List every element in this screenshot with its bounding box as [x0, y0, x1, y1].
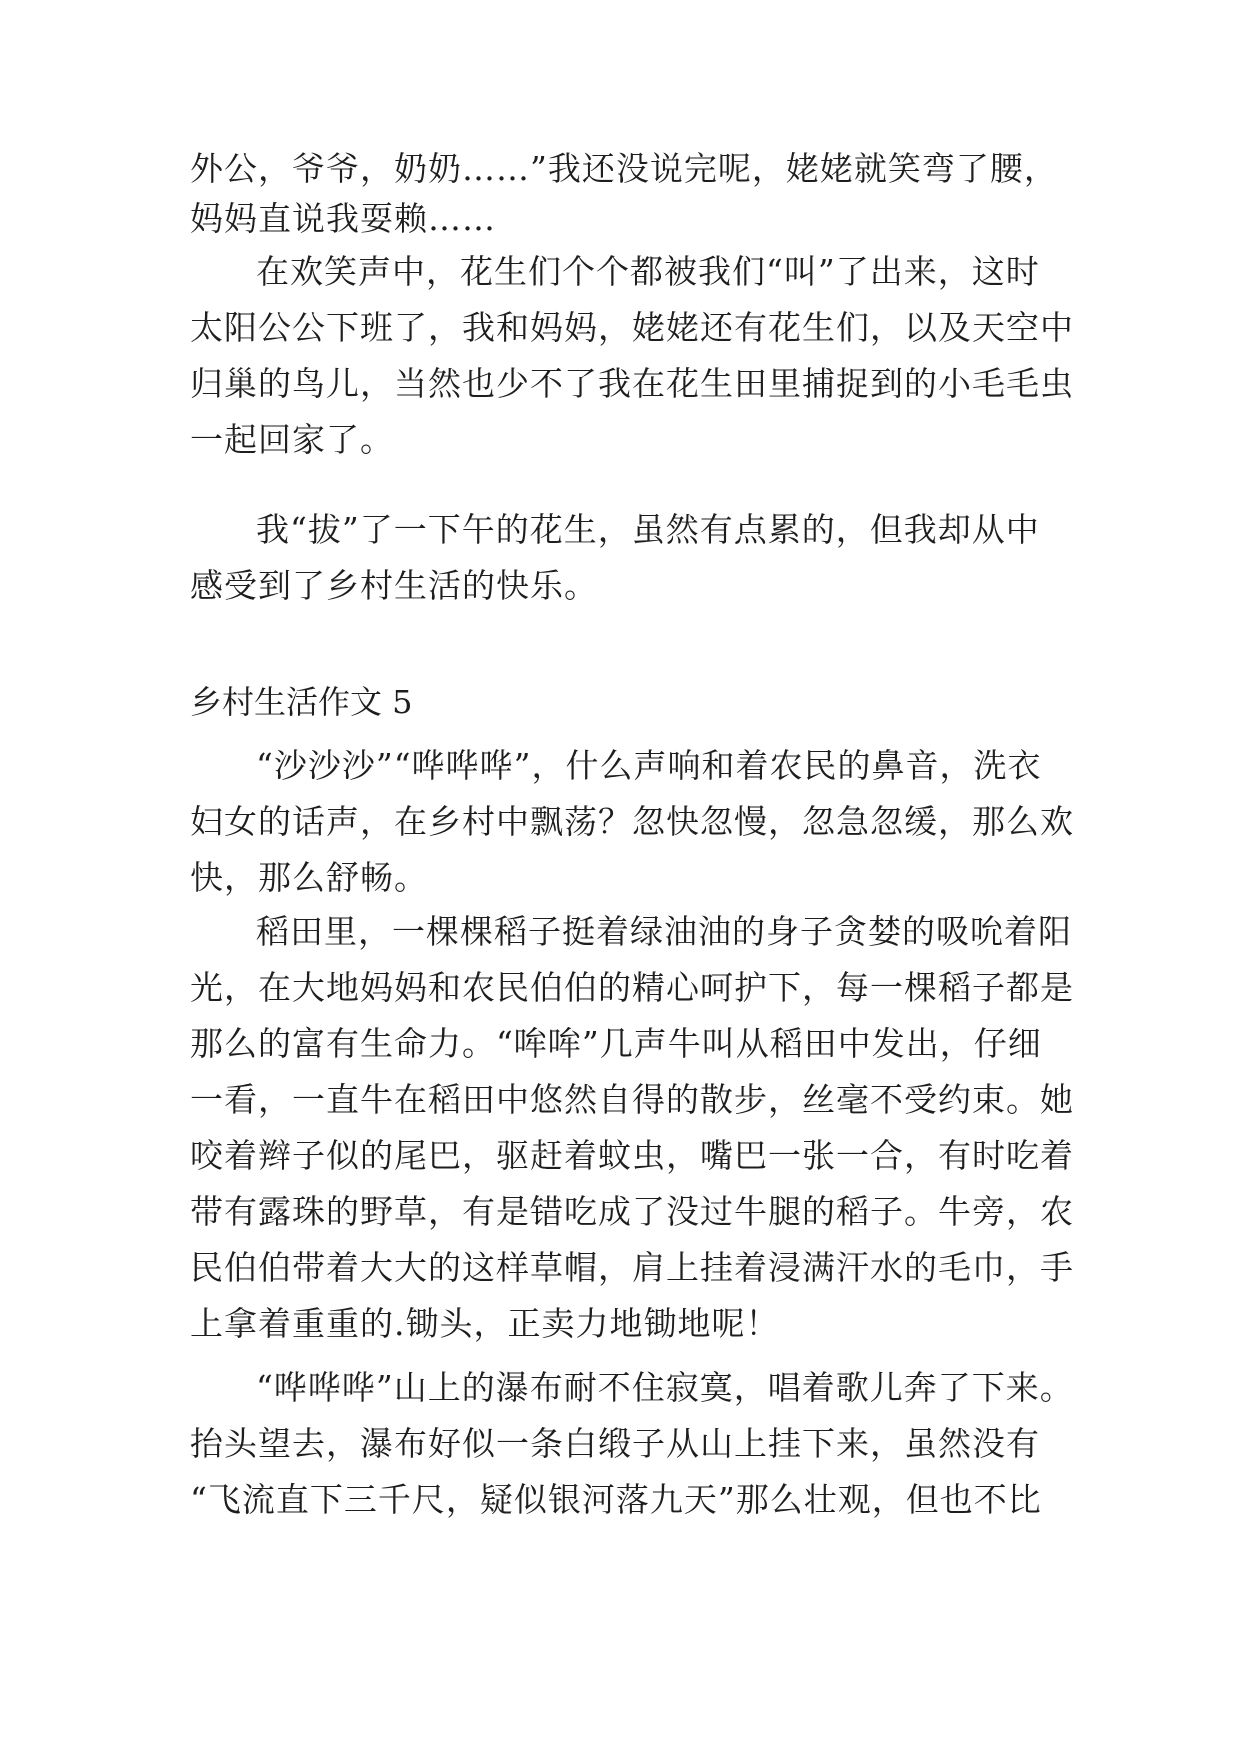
text-line: “飞流直下三千尺，疑似银河落九天”那么壮观，但也不比: [190, 1480, 1042, 1519]
text-line: 抬头望去，瀑布好似一条白缎子从山上挂下来，虽然没有: [190, 1424, 1040, 1463]
text-line: 快，那么舒畅。: [190, 858, 428, 897]
section-title: 乡村生活作文 5: [190, 683, 413, 721]
text-line: 光，在大地妈妈和农民伯伯的精心呵护下，每一棵稻子都是: [190, 968, 1074, 1007]
text-line: 太阳公公下班了，我和妈妈，姥姥还有花生们，以及天空中: [190, 308, 1074, 347]
text-line: 上拿着重重的.锄头，正卖力地锄地呢！: [190, 1304, 780, 1343]
text-line: “沙沙沙”“哗哗哗”，什么声响和着农民的鼻音，洗衣: [256, 746, 1042, 785]
text-line: 在欢笑声中，花生们个个都被我们“叫”了出来，这时: [256, 252, 1040, 291]
text-line: 一看，一直牛在稻田中悠然自得的散步，丝毫不受约束。她: [190, 1080, 1074, 1119]
text-line: 一起回家了。: [190, 420, 394, 459]
text-line: 妇女的话声，在乡村中飘荡？忽快忽慢，忽急忽缓，那么欢: [190, 802, 1074, 841]
text-line: 我“拔”了一下午的花生，虽然有点累的，但我却从中: [256, 510, 1040, 549]
text-line: “哗哗哗”山上的瀑布耐不住寂寞，唱着歌儿奔了下来。: [256, 1368, 1074, 1407]
text-line: 稻田里，一棵棵稻子挺着绿油油的身子贪婪的吸吮着阳: [256, 912, 1072, 951]
text-line: 那么的富有生命力。“哞哞”几声牛叫从稻田中发出，仔细: [190, 1024, 1042, 1063]
text-line: 民伯伯带着大大的这样草帽，肩上挂着浸满汗水的毛巾，手: [190, 1248, 1074, 1287]
text-line: 咬着辫子似的尾巴，驱赶着蚊虫，嘴巴一张一合，有时吃着: [190, 1136, 1074, 1175]
text-line: 外公，爷爷，奶奶……”我还没说完呢，姥姥就笑弯了腰，: [190, 149, 1058, 188]
text-line: 带有露珠的野草，有是错吃成了没过牛腿的稻子。牛旁，农: [190, 1192, 1074, 1231]
text-line: 感受到了乡村生活的快乐。: [190, 566, 598, 605]
text-line: 归巢的鸟儿，当然也少不了我在花生田里捕捉到的小毛毛虫: [190, 364, 1074, 403]
text-line: 妈妈直说我耍赖……: [190, 199, 496, 238]
